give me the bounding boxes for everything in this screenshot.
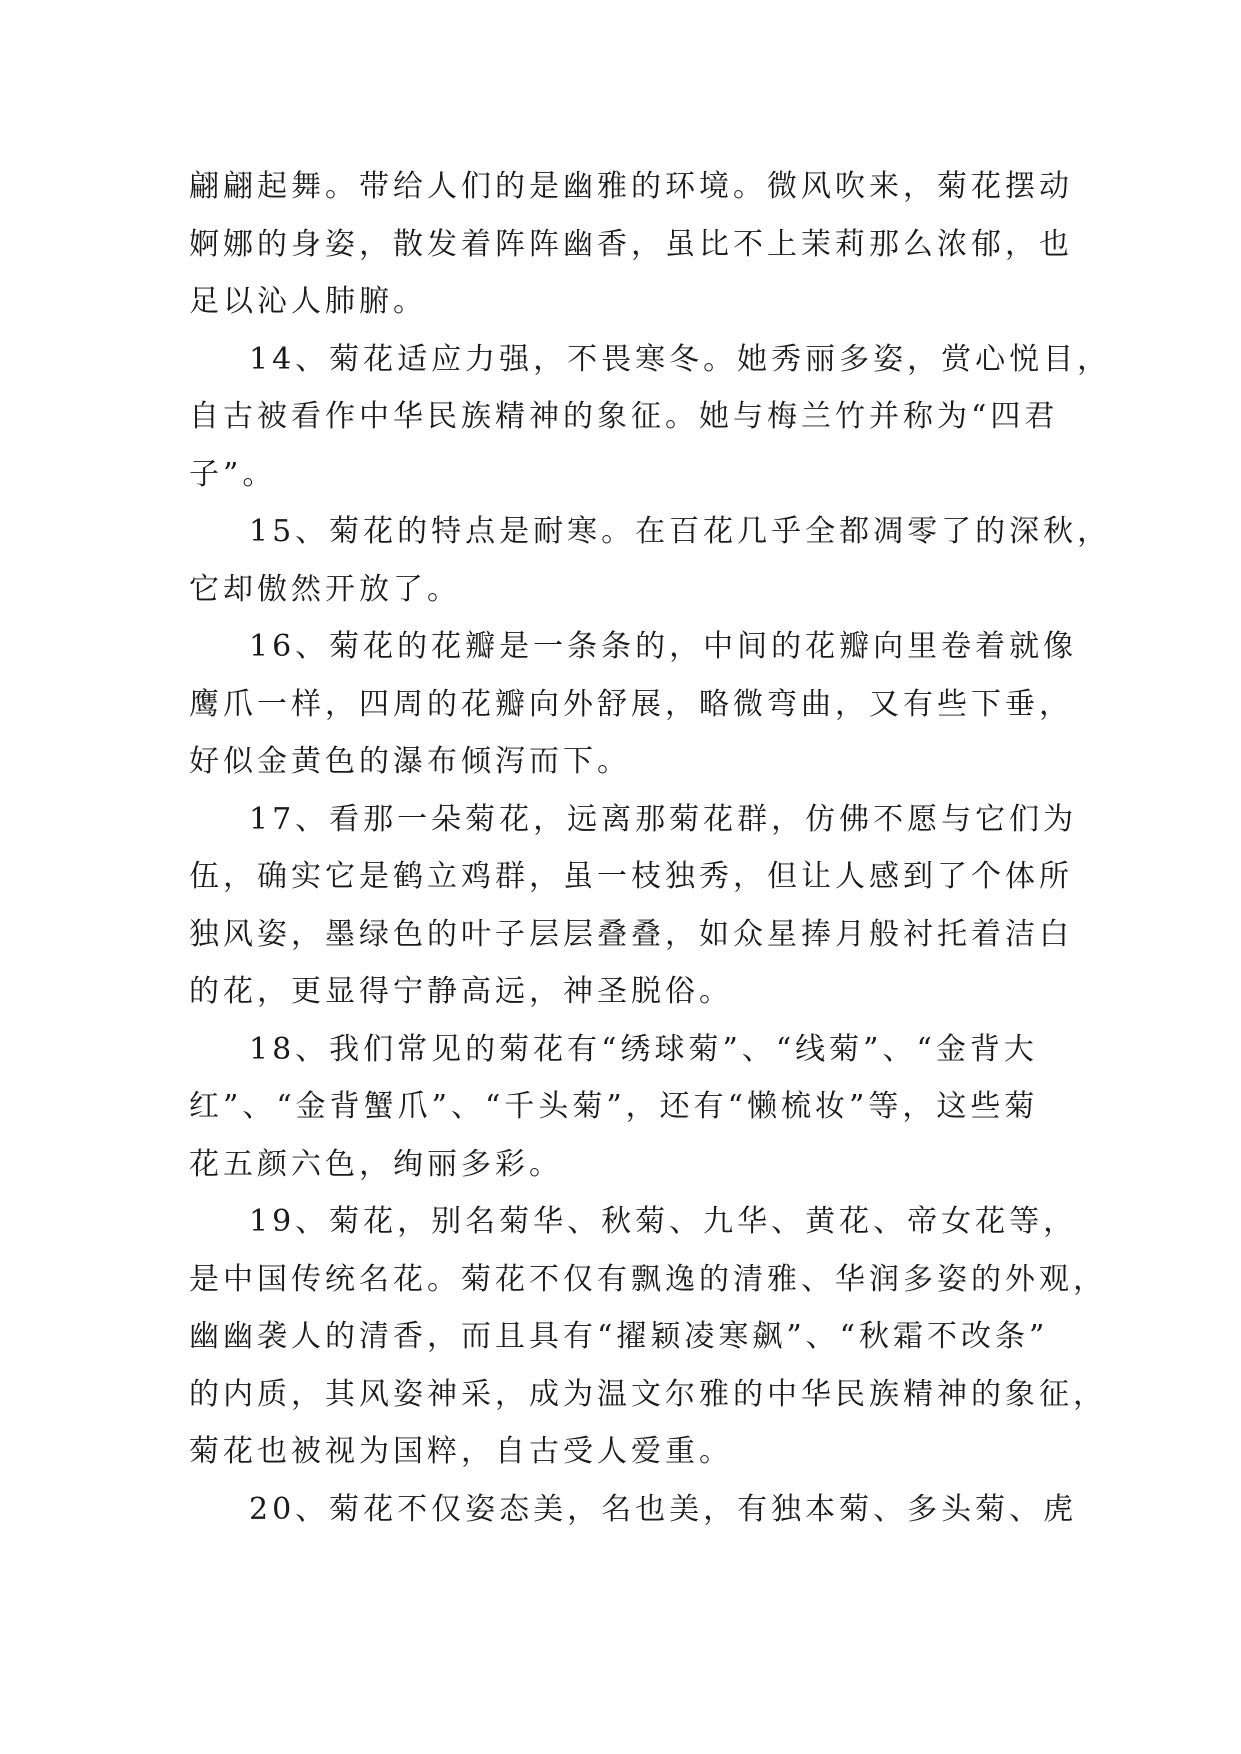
text-line: 菊花也被视为国粹，自古受人爱重。 [189, 1434, 733, 1469]
paragraph-18 [189, 1021, 1051, 1194]
paragraph-13-continuation [189, 158, 1073, 331]
text-line: 子”。 [189, 456, 277, 492]
text-line: 幽幽袭人的清香，而且具有“擢颖凌寒飙”、“秋霜不改条” [189, 1319, 1049, 1354]
text-line: 15、菊花的特点是耐寒。在百花几乎全都凋零了的深秋， [249, 514, 1112, 549]
text-line: 独风姿，墨绿色的叶子层层叠叠，如众星捧月般衬托着洁白 [189, 916, 1073, 952]
paragraph-19 [189, 1193, 1107, 1481]
text-line: 19、菊花，别名菊华、秋菊、九华、黄花、帝女花等， [249, 1204, 1078, 1239]
text-line: 的花，更显得宁静高远，神圣脱俗。 [189, 974, 733, 1009]
text-line: 自古被看作中华民族精神的象征。她与梅兰竹并称为“四君 [189, 399, 1059, 434]
text-line: 16、菊花的花瓣是一条条的，中间的花瓣向里卷着就像 [249, 629, 1078, 664]
paragraph-16 [189, 618, 1078, 791]
text-line: 17、看那一朵菊花，远离那菊花群，仿佛不愿与它们为 [249, 801, 1078, 837]
text-line: 18、我们常见的菊花有“绣球菊”、“线菊”、“金背大 [249, 1031, 1038, 1067]
text-line: 婀娜的身姿，散发着阵阵幽香，虽比不上茉莉那么浓郁，也 [189, 226, 1073, 262]
text-line: 好似金黄色的瀑布倾泻而下。 [189, 744, 631, 779]
paragraph-14 [189, 331, 1112, 504]
text-line: 14、菊花适应力强，不畏寒冬。她秀丽多姿，赏心悦目， [249, 341, 1112, 377]
paragraph-20 [189, 1481, 1078, 1539]
text-line: 花五颜六色，绚丽多彩。 [189, 1146, 563, 1182]
text-line: 它却傲然开放了。 [189, 571, 461, 607]
text-line: 翩翩起舞。带给人们的是幽雅的环境。微风吹来，菊花摆动 [189, 169, 1073, 204]
text-line: 的内质，其风姿神采，成为温文尔雅的中华民族精神的象征， [189, 1376, 1107, 1412]
document-page [189, 158, 1112, 1538]
paragraph-15 [189, 503, 1112, 618]
text-line: 20、菊花不仅姿态美，名也美，有独本菊、多头菊、虎 [249, 1491, 1078, 1527]
text-line: 伍，确实它是鹤立鸡群，虽一枝独秀，但让人感到了个体所 [189, 859, 1073, 894]
text-line: 红”、“金背蟹爪”、“千头菊”，还有“懒梳妆”等，这些菊 [189, 1089, 1039, 1124]
paragraph-17 [189, 791, 1078, 1021]
text-line: 足以沁人肺腑。 [189, 284, 427, 319]
text-line: 是中国传统名花。菊花不仅有飘逸的清雅、华润多姿的外观， [189, 1261, 1107, 1297]
text-line: 鹰爪一样，四周的花瓣向外舒展，略微弯曲，又有些下垂， [189, 686, 1073, 722]
